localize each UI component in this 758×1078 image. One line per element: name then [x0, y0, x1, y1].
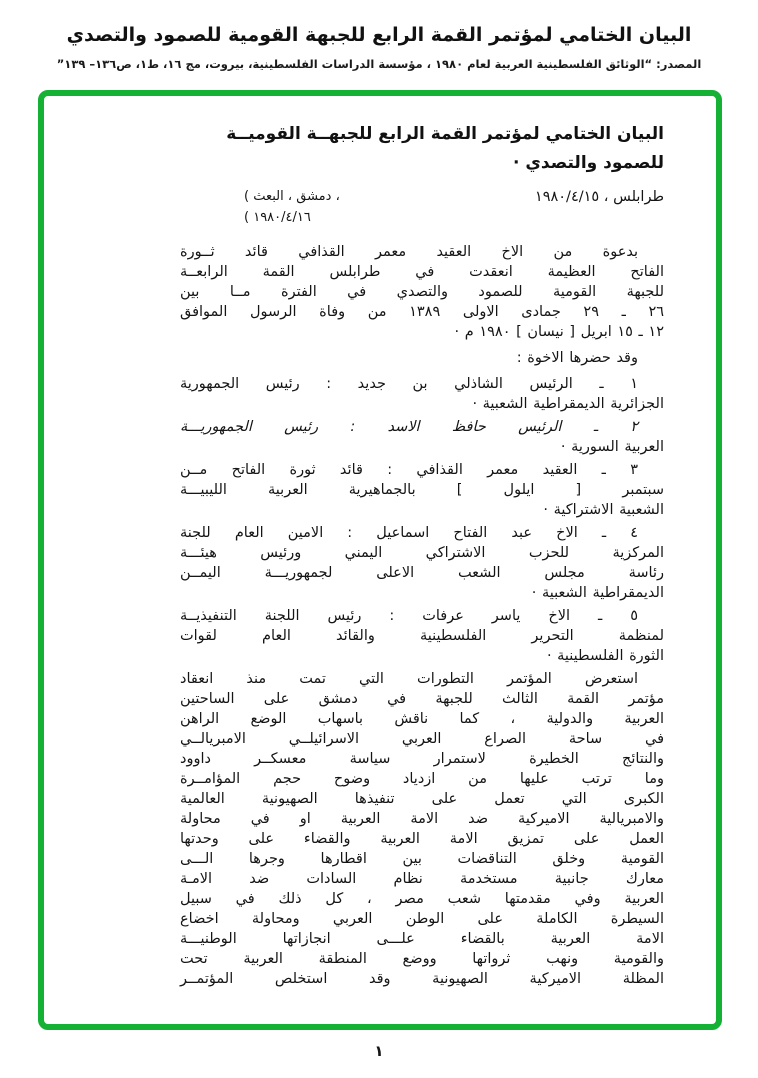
source-citation: المصدر: “الوثائق الفلسطينية العربية لعام ١٩٨٠ ، مؤسسة الدراسات الفلسطينية، بيروت، مج ١٦، ط١، ص١٣٦– ١٣٩” [56, 57, 702, 71]
attendee-item-1: ١ ـ الرئيس الشاذلي بن جديد : رئيس الجمهورية الجزائرية الديمقراطية الشعبية · [180, 376, 664, 412]
document-frame [38, 90, 722, 1030]
page-header [0, 0, 758, 71]
page-number: ١ [374, 1042, 384, 1060]
review-paragraph: استعرض المؤتمر التطورات التي تمت منذ انعقاد مؤتمر القمة الثالث للجبهة في دمشق على الساحتين العربية والدولية ، كما ناقش باسهاب الوضع الراهن في ساحة الصراع العربي الاسرائيلــي الامبريالــي والنتائج الخطيرة لاستمرار سياسة معسكــر داوود وما ترتب عليها من ازدياد وضوح حجم المؤامــرة الكبرى التي تعمل على تنفيذها الصهيونية العالمية والامبريالية الاميركية ضد الامة العربية او في محاولة العمل على تمزيق الامة العربية والقضاء على وحدتها القومية وخلق التناقضات بين اقطارها وجرها الـــى معارك جانبية مستخدمة نظام السادات ضد الامـة العربية وفي مقدمتها شعب مصر ، كل ذلك في سبيل السيطرة الكاملة على الوطن العربي ومحاولة اخضاع الامة العربية بالقضاء علـــى انجازاتها الوطنيـــة والقومية ونهب ثرواتها ووضع المنطقة العربية تحت المظلة الاميركية الصهيونية وقد استخلص المؤتمــر [180, 671, 664, 987]
attendees-intro: وقد حضرها الاخوة : [516, 350, 638, 366]
dateline [180, 186, 664, 228]
attendee-item-3: ٣ ـ العقيد معمر القذافي : قائد ثورة الفاتح مــن سبتمبر [ ايلول ] بالجماهيرية العربية الليبيـــة الشعبية الاشتراكية · [180, 462, 664, 518]
opening-paragraph: بدعوة من الاخ العقيد معمر القذافي قائد ثــورة الفاتح العظيمة انعقدت في طرابلس القمة الرابعــة للجبهة القومية للصمود والتصدي في الفترة مــا بين ٢٦ ـ ٢٩ جمادى الاولى ١٣٨٩ من وفاة الرسول الموافق ١٢ ـ ١٥ ابريل [ نيسان ] ١٩٨٠ م · [180, 244, 665, 340]
citation-line-1: ( البعث‎ ، دمشق‎ ، [244, 189, 340, 204]
dateline-place-date: طرابلس ، ١٩٨٠/٤/١٥ [534, 189, 664, 205]
document-title: البيان الختامي لمؤتمر القمة الرابع للجبهــة القوميــة للصمود والتصدي · [226, 124, 664, 173]
attendee-item-4: ٤ ـ الاخ عبد الفتاح اسماعيل : الامين العام للجنة المركزية للحزب الاشتراكي اليمني ورئيس هيئـــة رئاسة مجلس الشعب الاعلى لجمهوريـــة اليمــن الديمقراطية الشعبية · [180, 525, 664, 601]
citation-line-2: ( ١٩٨٠/٤/١٦ [244, 210, 311, 225]
attendee-item-5: ٥ ـ الاخ ياسر عرفات : رئيس اللجنة التنفيذيــة لمنظمة التحرير الفلسطينية والقائد العام لقوات الثورة الفلسطينية · [180, 608, 664, 664]
dateline-citation [244, 186, 340, 228]
attendees-list [180, 374, 664, 666]
header-title: البيان الختامي لمؤتمر القمة الرابع للجبهة القومية للصمود والتصدي [66, 24, 692, 46]
attendee-item-2: ٢ ـ الرئيس حافظ الاسد : رئيس الجمهوريـــة العربية السورية · [180, 419, 664, 455]
